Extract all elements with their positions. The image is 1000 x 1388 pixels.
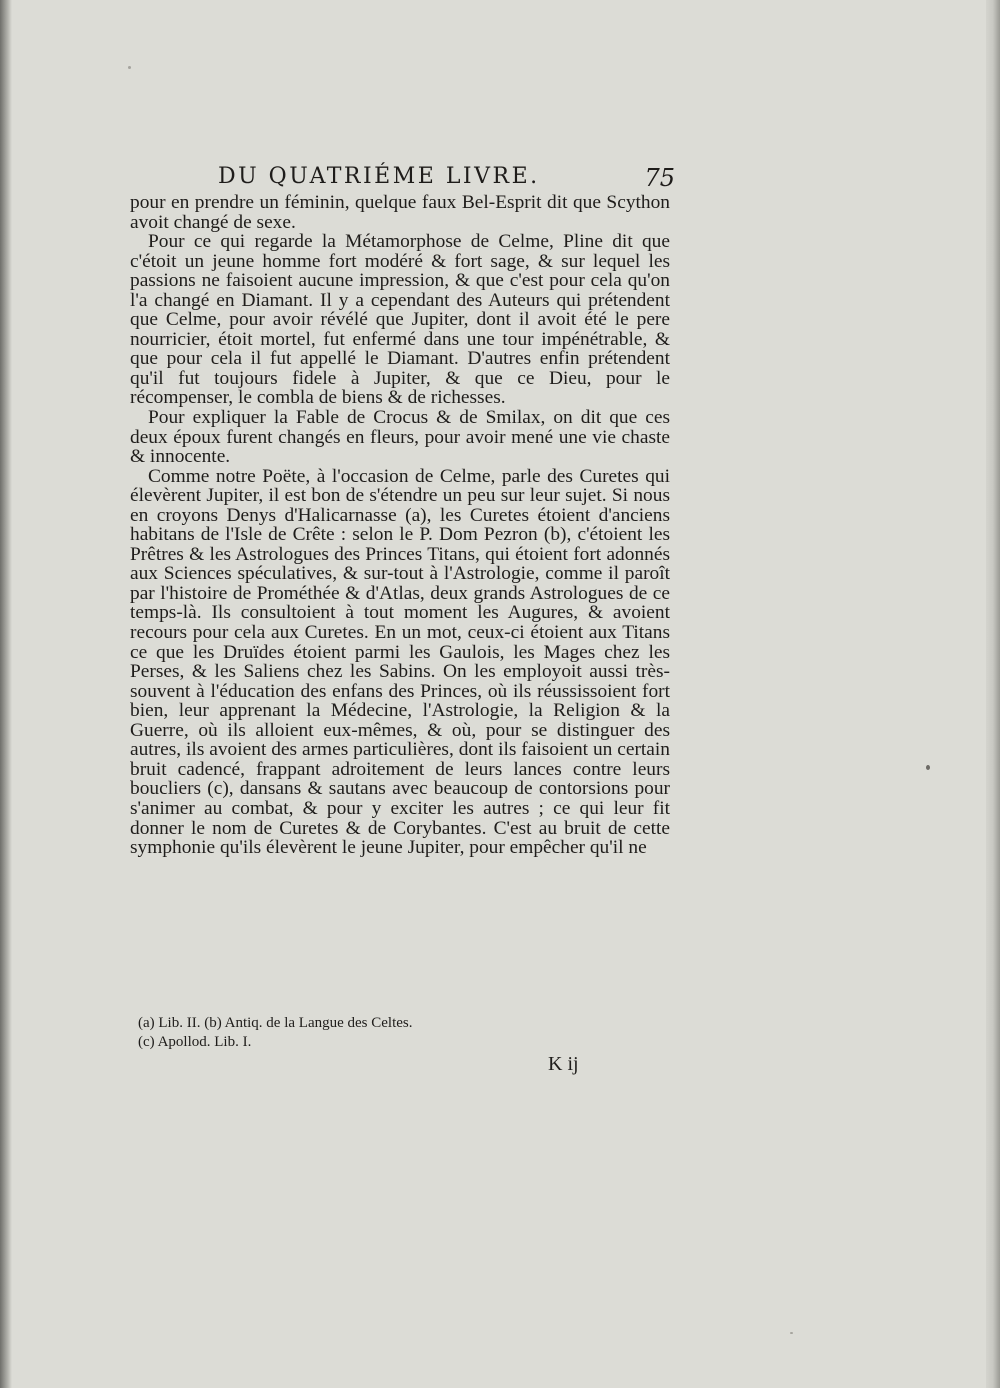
paper-speck: [128, 66, 131, 69]
paragraph: Pour expliquer la Fable de Crocus & de Smilax, on dit que ces deux époux furent changés en fleurs, pour avoir mené une vie chaste & innocente.: [130, 407, 670, 468]
page-headline: [130, 160, 675, 196]
binding-gutter: [0, 0, 12, 1388]
footnotes: [138, 1014, 658, 1052]
paragraph: Comme notre Poëte, à l'occasion de Celme, parle des Curetes qui élevèrent Jupiter, il est bon de s'étendre un peu sur leur sujet. Si nous en croyons Denys d'Halicarnasse (a), les Curetes étoient d'anciens habitans de l'Isle de Crête : selon le P. Dom Pezron (b), c'étoient les Prêtres & les Astrologues des Princes Titans, qui étoient fort adonnés aux Sciences spéculatives, & sur-tout à l'Astrologie, comme il paroît par l'histoire de Prométhée & d'Atlas, deux grands Astrologues de ce temps-là. Ils consultoient à tout moment les Augures, & avoient recours pour cela aux Curetes. En un mot, ceux-ci étoient aux Titans ce que les Druïdes étoient parmi les Gaulois, les Mages chez les Perses, & les Saliens chez les Sabins. On les employoit aussi très-souvent à l'éducation des enfans des Princes, où ils réussissoient fort bien, leur apprenant la Médecine, l'Astrologie, la Religion & la Guerre, où ils alloient eux-mêmes, & où, pour se distinguer des autres, ils avoient des armes particulières, dont ils faisoient un certain bruit cadencé, frappant adroitement de leurs lances contre leurs boucliers (c), dansans & sautans avec beaucoup de contorsions pour s'animer au combat, & pour y exciter les autres ; ce qui leur fit donner le nom de Curetes & de Corybantes. C'est au bruit de cette symphonie qu'ils élevèrent le jeune Jupiter, pour empêcher qu'il ne: [130, 465, 670, 859]
body-text: [130, 193, 670, 858]
page-edge: [986, 0, 1000, 1388]
signature-mark: K ij: [548, 1053, 579, 1075]
footnote: (c) Apollod. Lib. I.: [138, 1034, 252, 1050]
paragraph: pour en prendre un féminin, quelque faux Bel-Esprit dit que Scython avoit changé de sexe.: [130, 192, 670, 233]
running-head: DU QUATRIÉME LIVRE.: [218, 164, 540, 189]
paragraph: Pour ce qui regarde la Métamorphose de Celme, Pline dit que c'étoit un jeune homme fort modéré & fort sage, & sur lequel les passions ne faisoient aucune impression, & que c'est pour cela qu'on l'a changé en Diamant. Il y a cependant des Auteurs qui prétendent que Celme, pour avoir révélé que Jupiter, dont il avoit été le pere nourricier, étoit mortel, fut enfermé dans une tour impénétrable, & que pour cela il fut appellé le Diamant. D'autres enfin prétendent qu'il fut toujours fidele à Jupiter, & que ce Dieu, pour le récompenser, le combla de biens & de richesses.: [130, 231, 670, 409]
footnote: (a) Lib. II. (b) Antiq. de la Langue des Celtes.: [138, 1015, 413, 1031]
paper-speck: [790, 1332, 793, 1334]
page-number: 75: [644, 164, 675, 192]
paper-speck: [926, 765, 930, 770]
